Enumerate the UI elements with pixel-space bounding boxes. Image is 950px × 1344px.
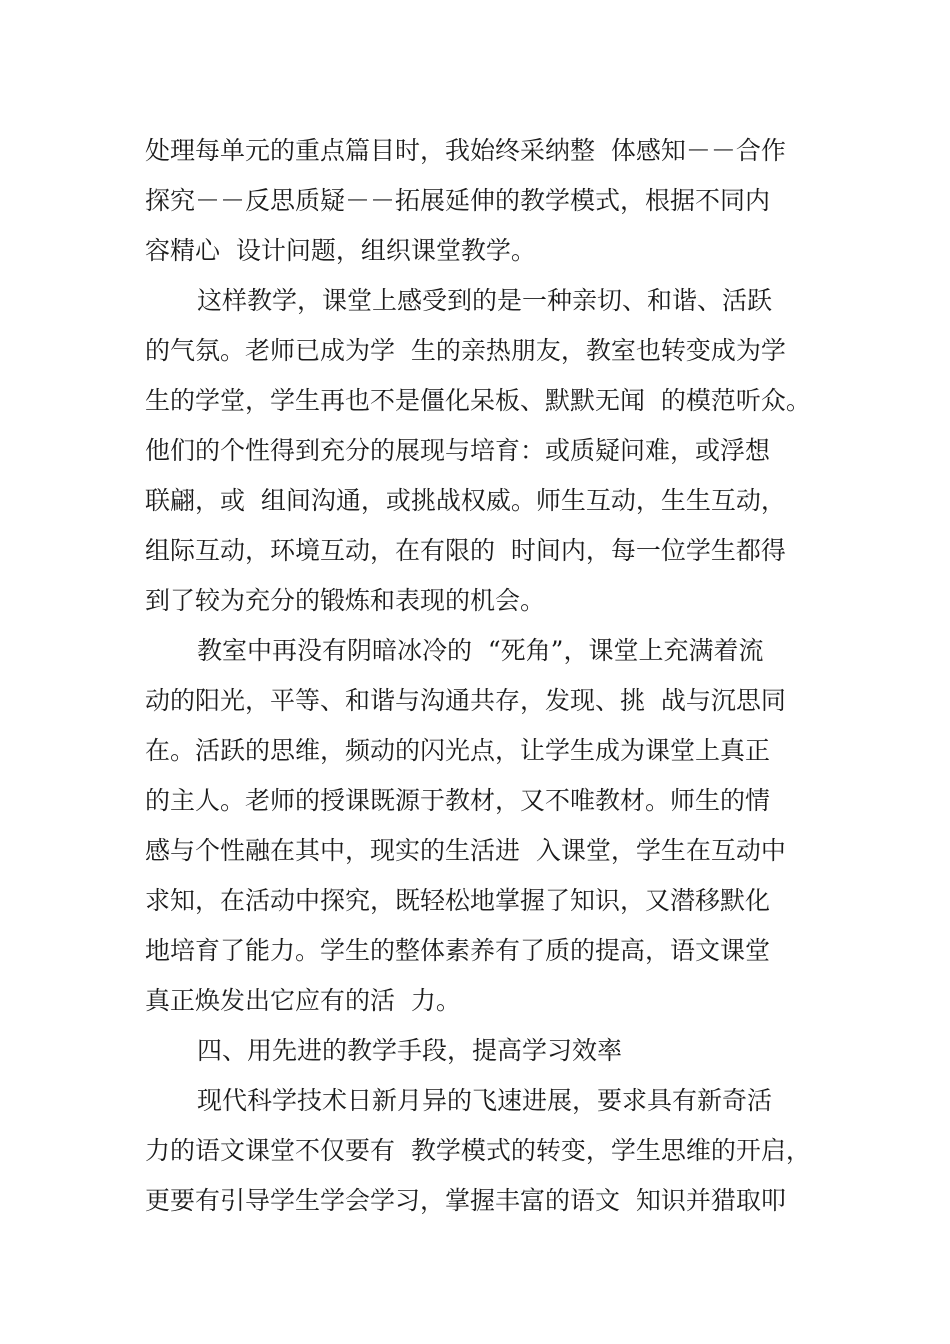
paragraph-start-line: 这样教学，课堂上感受到的是一种亲切、和谐、活跃: [197, 286, 773, 315]
text-line: 探究－－反思质疑－－拓展延伸的教学模式，根据不同内: [145, 186, 771, 215]
text-line: 地培育了能力。学生的整体素养有了质的提高，语文课堂: [145, 936, 771, 965]
text-line: 动的阳光，平等、和谐与沟通共存，发现、挑 战与沉思同: [145, 686, 786, 715]
text-line: 容精心 设计问题，组织课堂教学。: [145, 236, 536, 265]
paragraph-start-line: 教室中再没有阴暗冰冷的 “死角”，课堂上充满着流: [197, 636, 764, 665]
text-line: 他们的个性得到充分的展现与培育：或质疑问难，或浮想: [145, 436, 771, 465]
text-line: 在。活跃的思维，频动的闪光点，让学生成为课堂上真正: [145, 736, 771, 765]
text-line: 联翩，或 组间沟通，或挑战权威。师生互动，生生互动，: [145, 486, 786, 515]
text-line: 处理每单元的重点篇目时，我始终采纳整 体感知－－合作: [145, 136, 786, 165]
text-line: 更要有引导学生学会学习，掌握丰富的语文 知识并猎取叩: [145, 1186, 786, 1215]
paragraph-start-line: 现代科学技术日新月异的飞速进展，要求具有新奇活: [197, 1086, 773, 1115]
body-text: [145, 126, 825, 1226]
text-line: 到了较为充分的锻炼和表现的机会。: [145, 586, 546, 615]
text-line: 真正焕发出它应有的活 力。: [145, 986, 461, 1015]
text-line: 力的语文课堂不仅要有 教学模式的转变，学生思维的开启，: [145, 1136, 811, 1165]
text-line: 感与个性融在其中，现实的生活进 入课堂，学生在互动中: [145, 836, 786, 865]
text-line: 组际互动，环境互动，在有限的 时间内，每一位学生都得: [145, 536, 786, 565]
text-line: 的气氛。老师已成为学 生的亲热朋友，教室也转变成为学: [145, 336, 786, 365]
text-line: 求知，在活动中探究，既轻松地掌握了知识，又潜移默化: [145, 886, 771, 915]
text-line: 的主人。老师的授课既源于教材，又不唯教材。师生的情: [145, 786, 771, 815]
text-line: 生的学堂，学生再也不是僵化呆板、默默无闻 的模范听众。: [145, 386, 811, 415]
section-heading: 四、用先进的教学手段，提高学习效率: [197, 1036, 623, 1065]
